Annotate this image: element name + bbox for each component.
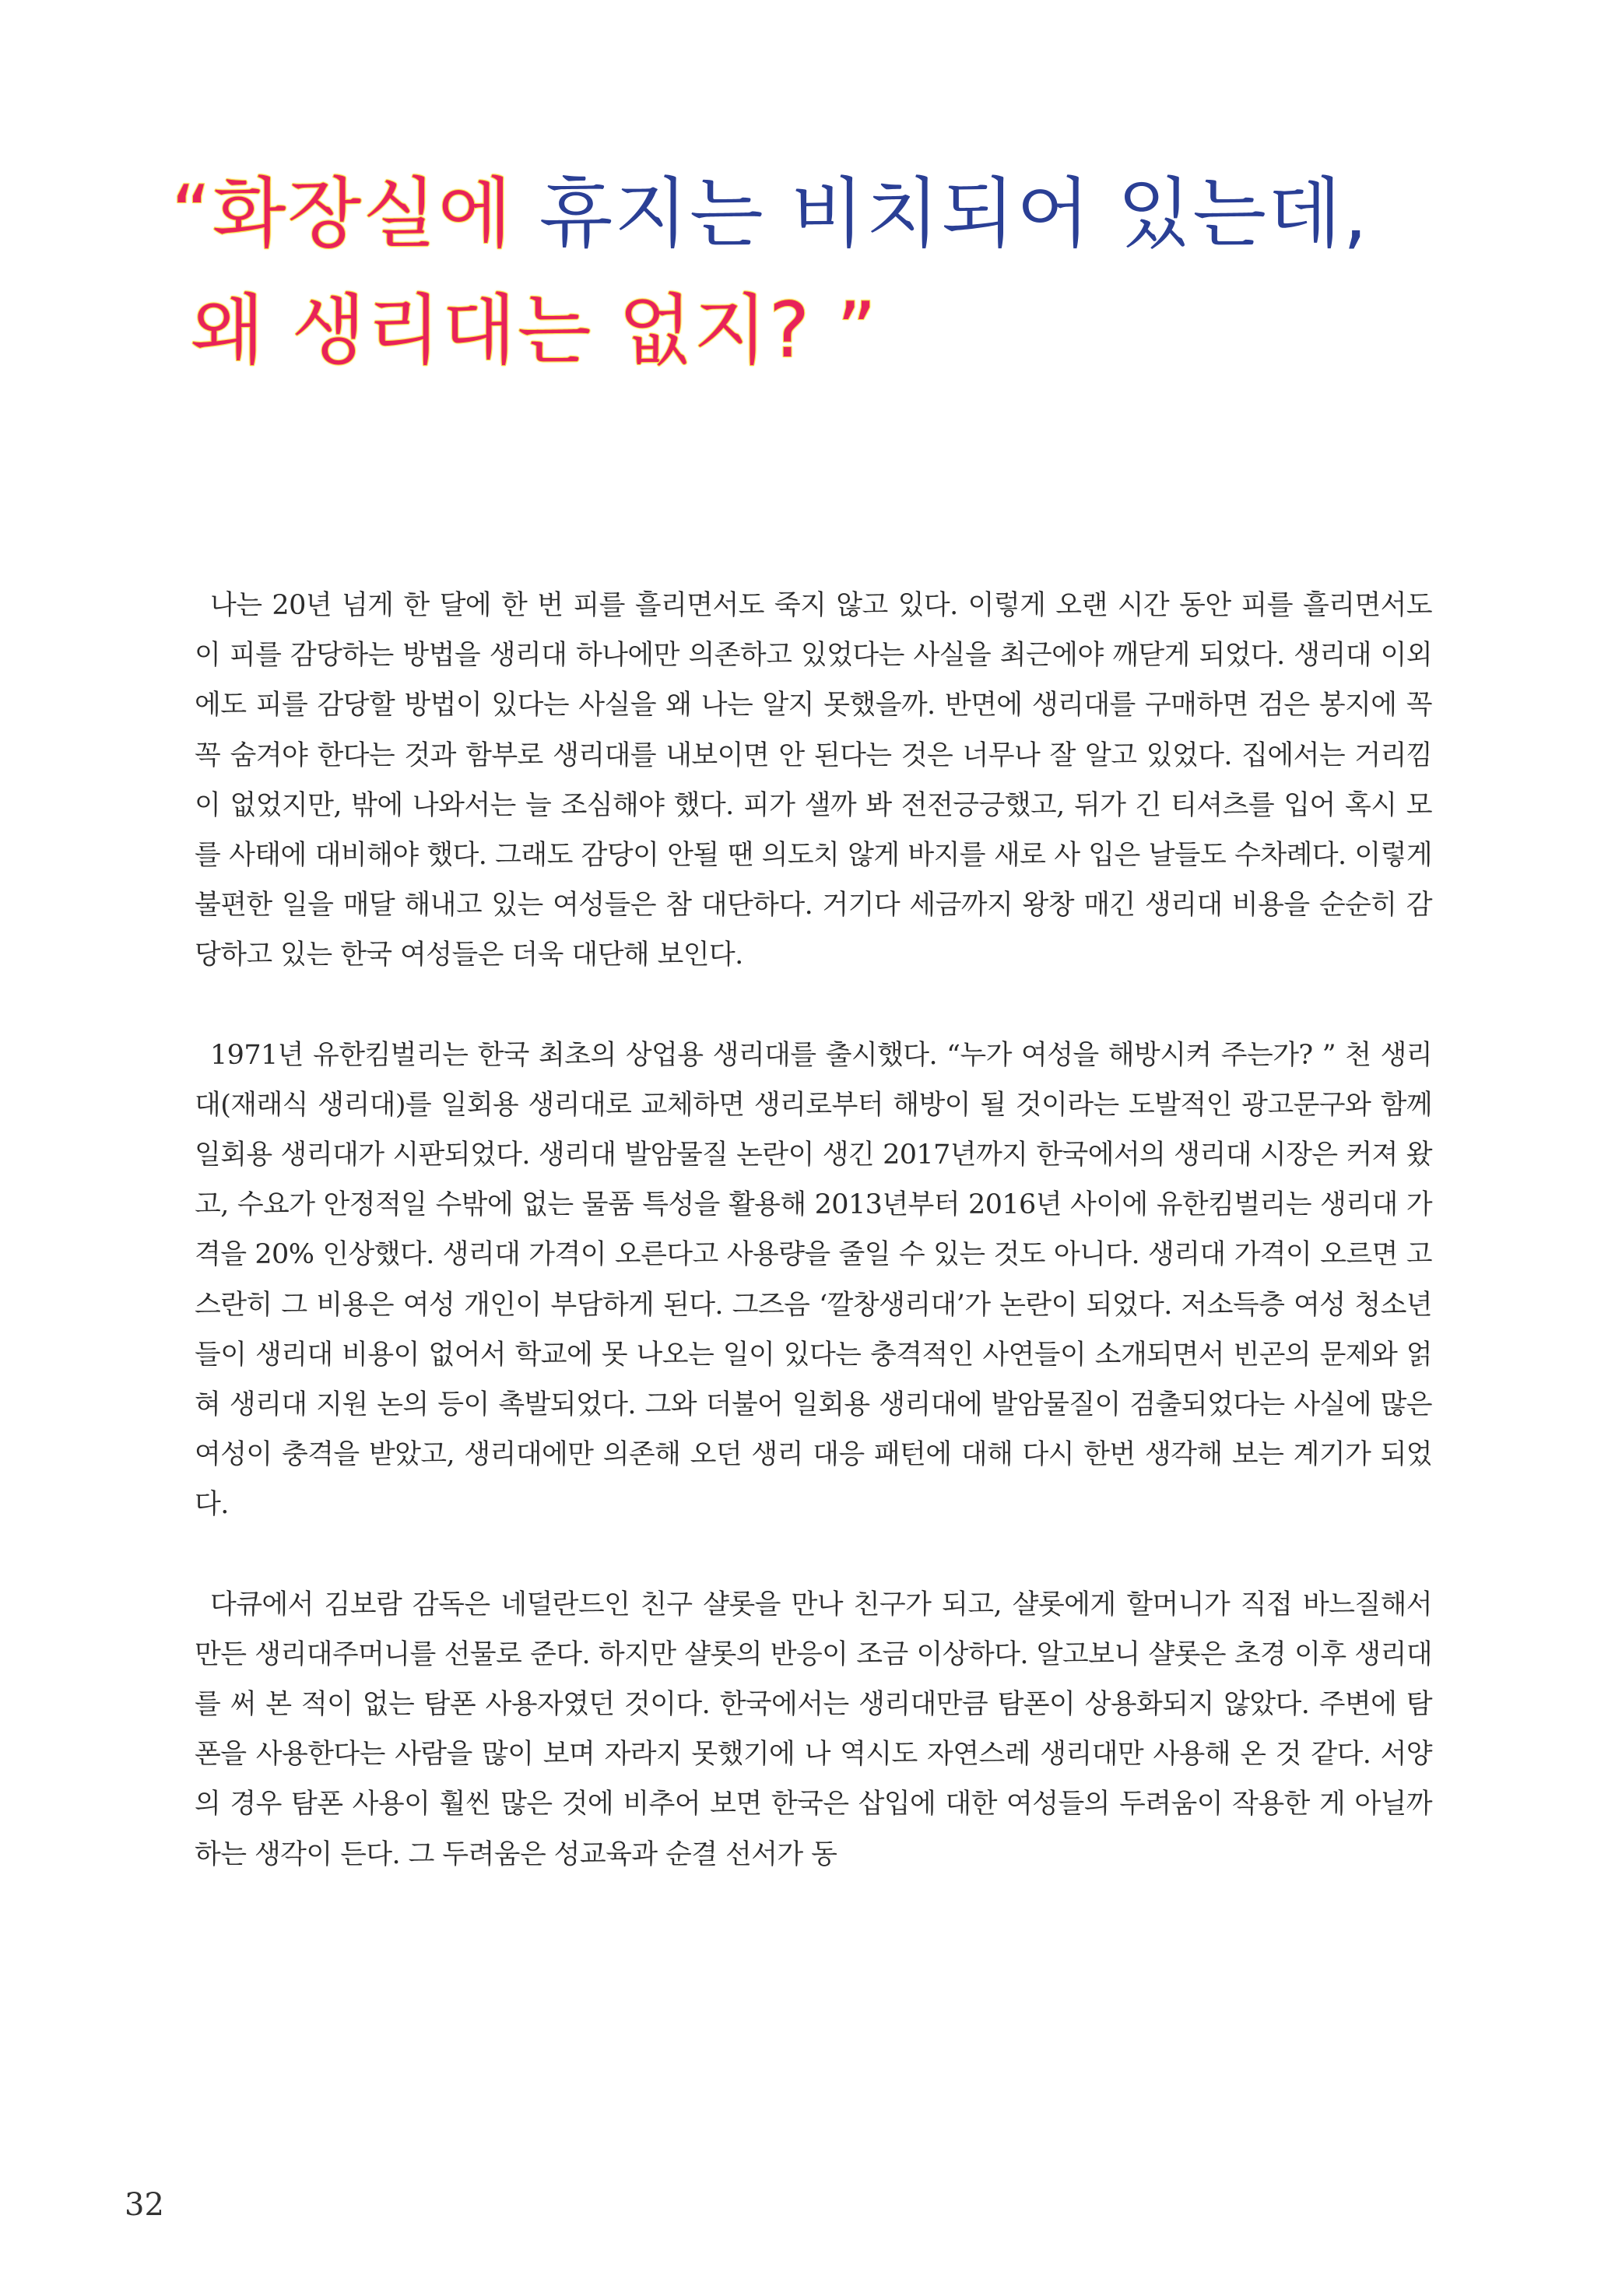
title-line-1-rest: 휴지는 비치되어 있는데, [513, 170, 1369, 258]
paragraph-2: 1971년 유한킴벌리는 한국 최초의 상업용 생리대를 출시했다. “누가 여성을 해방시켜 주는가? ” 천 생리대(재래식 생리대)를 일회용 생리대로 교체하면 생리로부터 해방이 될 것이라는 도발적인 광고문구와 함께 일회용 생리대가 시판되었다. 생리대 발암물질 논란이 생긴 2017년까지 한국에서의 생리대 시장은 커져 왔고, 수요가 안정적일 수밖에 없는 물품 특성을 활용해 2013년부터 2016년 사이에 유한킴벌리는 생리대 가격을 20% 인상했다. 생리대 가격이 오른다고 사용량을 줄일 수 있는 것도 아니다. 생리대 가격이 오르면 고스란히 그 비용은 여성 개인이 부담하게 된다. 그즈음 ‘깔창생리대’가 논란이 되었다. 저소득층 여성 청소년들이 생리대 비용이 없어서 학교에 못 나오는 일이 있다는 충격적인 사연들이 소개되면서 빈곤의 문제와 얽혀 생리대 지원 논의 등이 촉발되었다. 그와 더불어 일회용 생리대에 발암물질이 검출되었다는 사실에 많은 여성이 충격을 받았고, 생리대에만 의존해 오던 생리 대응 패턴에 대해 다시 한번 생각해 보는 계기가 되었다. [195, 1039, 1432, 1521]
title-line-1 [171, 156, 1541, 272]
article-title [171, 156, 1541, 389]
paragraph-1: 나는 20년 넘게 한 달에 한 번 피를 흘리면서도 죽지 않고 있다. 이렇게 오랜 시간 동안 피를 흘리면서도 이 피를 감당하는 방법을 생리대 하나에만 의존하고 있었다는 사실을 최근에야 깨닫게 되었다. 생리대 이외에도 피를 감당할 방법이 있다는 사실을 왜 나는 알지 못했을까. 반면에 생리대를 구매하면 검은 봉지에 꼭꼭 숨겨야 한다는 것과 함부로 생리대를 내보이면 안 된다는 것은 너무나 잘 알고 있었다. 집에서는 거리낌이 없었지만, 밖에 나와서는 늘 조심해야 했다. 피가 샐까 봐 전전긍긍했고, 뒤가 긴 티셔츠를 입어 혹시 모를 사태에 대비해야 했다. 그래도 감당이 안될 땐 의도치 않게 바지를 새로 사 입은 날들도 수차례다. 이렇게 불편한 일을 매달 해내고 있는 여성들은 참 대단하다. 거기다 세금까지 왕창 매긴 생리대 비용을 순순히 감당하고 있는 한국 여성들은 더욱 대단해 보인다. [195, 590, 1432, 971]
title-highlight: “화장실에 [171, 170, 514, 258]
article-body [195, 581, 1432, 1880]
page-number: 32 [125, 2187, 164, 2223]
title-line-2: 왜 생리대는 없지? ” [191, 286, 878, 375]
paragraph-3: 다큐에서 김보람 감독은 네덜란드인 친구 샬롯을 만나 친구가 되고, 샬롯에게 할머니가 직접 바느질해서 만든 생리대주머니를 선물로 준다. 하지만 샬롯의 반응이 조금 이상하다. 알고보니 샬롯은 초경 이후 생리대를 써 본 적이 없는 탐폰 사용자였던 것이다. 한국에서는 생리대만큼 탐폰이 상용화되지 않았다. 주변에 탐폰을 사용한다는 사람을 많이 보며 자라지 못했기에 나 역시도 자연스레 생리대만 사용해 온 것 같다. 서양의 경우 탐폰 사용이 훨씬 많은 것에 비추어 보면 한국은 삽입에 대한 여성들의 두려움이 작용한 게 아닐까 하는 생각이 든다. 그 두려움은 성교육과 순결 선서가 동 [195, 1589, 1432, 1870]
